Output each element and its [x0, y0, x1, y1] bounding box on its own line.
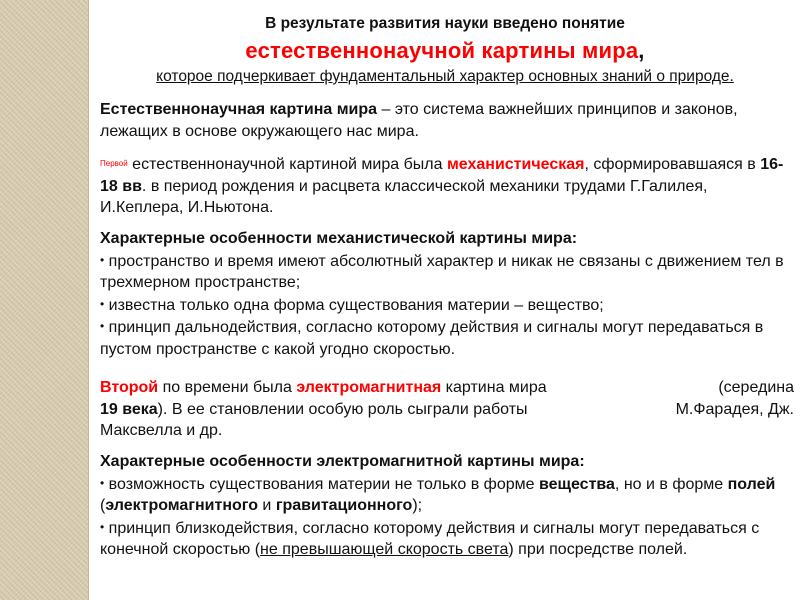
second-picture-paragraph	[100, 377, 794, 442]
second-text-4: ). В ее становлении особую роль сыграли работы	[157, 400, 528, 418]
mech-feature-text: принцип дальнодействия, согласно которому действия и сигналы могут передаваться в пустом пространстве с какой угодно скоростью.	[100, 319, 764, 358]
em-feature-item	[100, 517, 794, 561]
definition-text: – это система важнейших принципов и законов, лежащих в основе окружающего нас мира.	[100, 101, 738, 140]
second-line-2	[100, 399, 794, 421]
first-text-2: , сформировавшаяся в	[584, 156, 761, 173]
bullet: •	[100, 475, 105, 490]
second-text-2: картина мира	[441, 379, 547, 396]
fields-term: полей	[727, 475, 776, 493]
first-picture-paragraph	[100, 153, 794, 219]
first-text-3: . в период рождения и расцвета классической механики трудами Г.Галилея, И.Кеплера, И.Ньютона.	[100, 177, 708, 216]
mech-features-title: Характерные особенности механистической картины мира:	[100, 230, 578, 247]
em-feature-text: принцип близкодействия, согласно которому действия и сигналы могут передаваться с конечной скоростью (	[100, 519, 760, 558]
decorative-side-band	[0, 0, 89, 600]
mech-feature-text: пространство и время имеют абсолютный характер и никак не связаны с движением тел в трехмерном пространстве;	[100, 252, 784, 291]
em-feature-text: );	[412, 497, 423, 514]
mech-features-block	[100, 228, 794, 360]
bullet: •	[100, 519, 105, 534]
em-feature-text: возможность существования материи не только в форме	[104, 475, 539, 493]
bullet: •	[100, 296, 105, 311]
second-text-3: (середина	[718, 379, 794, 396]
mech-feature-text: известна только одна форма существования материи – вещество;	[104, 296, 604, 314]
em-feature-text: (	[100, 497, 106, 514]
first-text-1: естественнонаучной картиной мира была	[127, 156, 447, 173]
header-title-text: естественнонаучной картины мира	[245, 38, 639, 63]
header-title	[96, 38, 794, 64]
header-line-1: В результате развития науки введено понятие	[265, 15, 625, 32]
header-line-3	[96, 68, 794, 86]
electromagnetic-field-term: электромагнитного	[105, 497, 258, 514]
em-feature-text: ) при посредстве полей.	[508, 541, 688, 558]
header-line-3-text: которое подчеркивает фундаментальный характер основных знаний о природе	[156, 68, 730, 85]
electromagnetic-term: электромагнитная	[296, 379, 442, 396]
first-years: 16-18 вв	[100, 156, 784, 195]
second-text-1: по времени была	[158, 379, 297, 396]
mechanistic-term: механистическая	[446, 156, 585, 173]
definition-term: Естественнонаучная картина мира	[100, 101, 378, 118]
em-features-block	[100, 451, 794, 561]
definition-paragraph	[100, 99, 794, 142]
speed-of-light-text: не превышающей скорость света	[260, 541, 509, 558]
second-line-3: Максвелла и др.	[100, 422, 223, 439]
em-feature-text: , но и в форме	[614, 475, 728, 493]
em-feature-text: и	[257, 497, 276, 514]
em-features-title: Характерные особенности электромагнитной картины мира:	[100, 453, 585, 470]
second-text-5: М.Фарадея, Дж.	[675, 400, 794, 418]
second-word: Второй	[100, 379, 159, 396]
header-line-3-dot: .	[729, 68, 734, 85]
em-feature-item	[100, 473, 794, 517]
bullet: •	[100, 319, 105, 333]
mech-feature-item	[100, 316, 794, 360]
bullet: •	[100, 252, 105, 267]
substance-term: вещества	[538, 475, 615, 493]
slide-content	[96, 0, 794, 600]
second-line-1	[100, 377, 794, 399]
gravitational-field-term: гравитационного	[275, 497, 413, 514]
mech-feature-item	[100, 250, 794, 294]
first-label: Первой	[100, 159, 128, 168]
header-title-comma: ,	[638, 38, 645, 63]
mech-feature-item	[100, 294, 794, 317]
second-century: 19 века	[100, 400, 158, 418]
